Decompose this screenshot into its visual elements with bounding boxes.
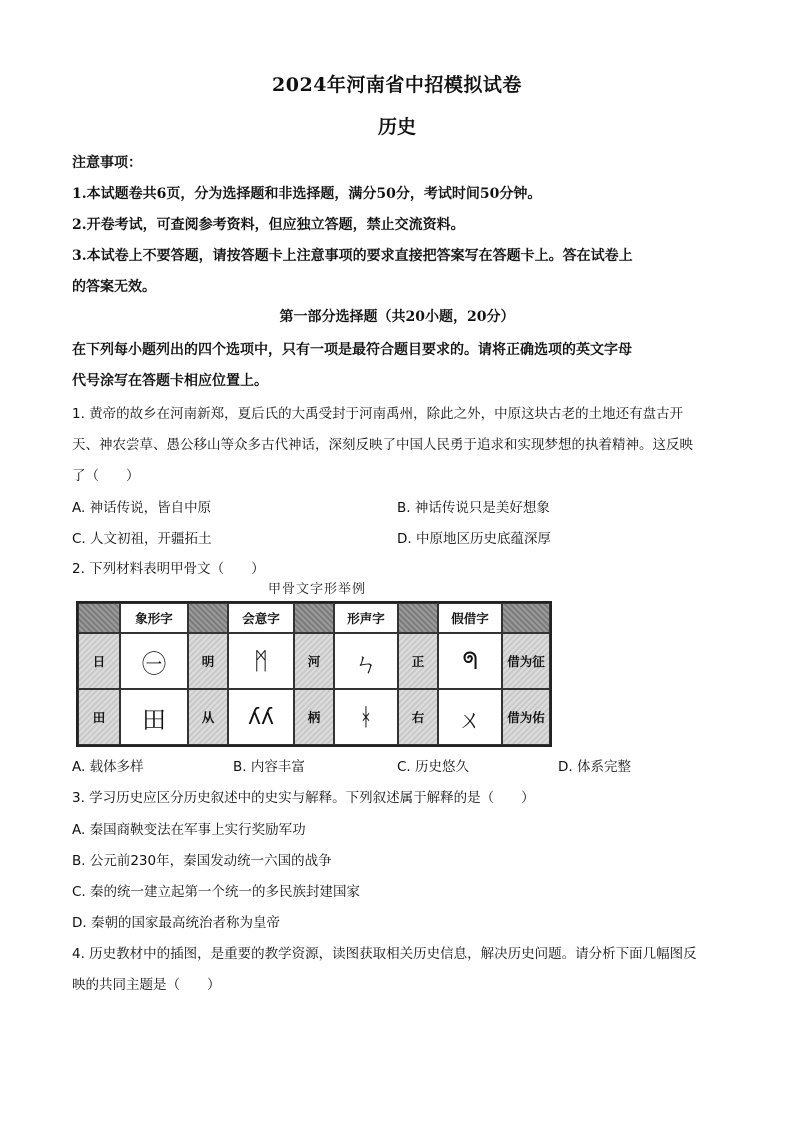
question-1-text: 天、神农尝草、愚公移山等众多古代神话，深刻反映了中国人民勇于追求和实现梦想的执着精神。这反映 — [72, 437, 693, 453]
question-3-option-a: A. 秦国商鞅变法在军事上实行奖励军功 — [72, 822, 306, 838]
oracle-glyph: 田 — [120, 689, 188, 745]
oracle-glyph: ㊀ — [120, 633, 188, 689]
question-4-text: 映的共同主题是（ ） — [72, 977, 221, 993]
oracle-glyph: ㄣ — [334, 633, 398, 689]
oracle-glyph: ᛗ — [228, 633, 294, 689]
oracle-table-caption: 甲骨文字形举例 — [268, 582, 367, 597]
question-2-option-a: A. 载体多样 — [72, 759, 144, 775]
note-item: 的答案无效。 — [72, 279, 156, 295]
table-header-blank — [294, 603, 334, 633]
table-cell-char: 田 — [78, 689, 120, 745]
table-header: 形声字 — [334, 603, 398, 633]
table-header-blank — [502, 603, 550, 633]
section-instruction: 在下列每小题列出的四个选项中，只有一项是最符合题目要求的。请将正确选项的英文字母 — [72, 342, 632, 358]
table-cell-char: 柄 — [294, 689, 334, 745]
note-item: 3.本试卷上不要答题，请按答题卡上注意事项的要求直接把答案写在答题卡上。答在试卷上 — [72, 248, 633, 264]
table-cell-char: 右 — [398, 689, 438, 745]
table-cell-char: 日 — [78, 633, 120, 689]
question-2-option-c: C. 历史悠久 — [397, 759, 470, 775]
exam-title: 2024年河南省中招模拟试卷 — [272, 74, 522, 96]
question-3-text: 3. 学习历史应区分历史叙述中的史实与解释。下列叙述属于解释的是（ ） — [72, 790, 535, 806]
table-header-blank — [398, 603, 438, 633]
question-1-text: 了（ ） — [72, 468, 140, 484]
oracle-glyph: ᖗ — [438, 633, 502, 689]
table-cell-note: 借为征 — [502, 633, 550, 689]
question-3-option-c: C. 秦的统一建立起第一个统一的多民族封建国家 — [72, 884, 361, 900]
table-cell-char: 从 — [188, 689, 228, 745]
oracle-glyph: ʎʎ — [228, 689, 294, 745]
oracle-glyph: ᚼ — [334, 689, 398, 745]
section-title: 第一部分选择题（共20小题，20分） — [279, 309, 515, 325]
table-cell-char: 明 — [188, 633, 228, 689]
table-cell-note: 借为佑 — [502, 689, 550, 745]
oracle-glyph: ㄨ — [438, 689, 502, 745]
question-1-text: 1. 黄帝的故乡在河南新郑，夏后氏的大禹受封于河南禹州，除此之外，中原这块古老的土地还有盘古开 — [72, 406, 684, 422]
question-2-option-d: D. 体系完整 — [558, 759, 631, 775]
exam-subject: 历史 — [377, 116, 416, 138]
question-4-text: 4. 历史教材中的插图，是重要的教学资源，读图获取相关历史信息，解决历史问题。请分析下面几幅图反 — [72, 946, 697, 962]
question-2-text: 2. 下列材料表明甲骨文（ ） — [72, 561, 265, 577]
question-1-option-c: C. 人文初祖，开疆拓土 — [72, 531, 212, 547]
table-header: 会意字 — [228, 603, 294, 633]
question-1-option-a: A. 神话传说，皆自中原 — [72, 500, 212, 516]
table-header-blank — [188, 603, 228, 633]
table-cell-char: 河 — [294, 633, 334, 689]
question-1-option-d: D. 中原地区历史底蕴深厚 — [397, 531, 551, 547]
table-header-blank — [78, 603, 120, 633]
notes-heading: 注意事项： — [72, 155, 142, 171]
section-instruction: 代号涂写在答题卡相应位置上。 — [72, 373, 268, 389]
note-item: 1.本试题卷共6页，分为选择题和非选择题，满分50分，考试时间50分钟。 — [72, 186, 542, 202]
table-header: 象形字 — [120, 603, 188, 633]
question-1-option-b: B. 神话传说只是美好想象 — [397, 500, 550, 516]
question-3-option-b: B. 公元前230年，秦国发动统一六国的战争 — [72, 853, 332, 869]
oracle-bone-table — [76, 601, 552, 747]
question-3-option-d: D. 秦朝的国家最高统治者称为皇帝 — [72, 915, 280, 931]
table-header: 假借字 — [438, 603, 502, 633]
table-cell-char: 正 — [398, 633, 438, 689]
note-item: 2.开卷考试，可查阅参考资料，但应独立答题，禁止交流资料。 — [72, 217, 465, 233]
question-2-option-b: B. 内容丰富 — [233, 759, 305, 775]
